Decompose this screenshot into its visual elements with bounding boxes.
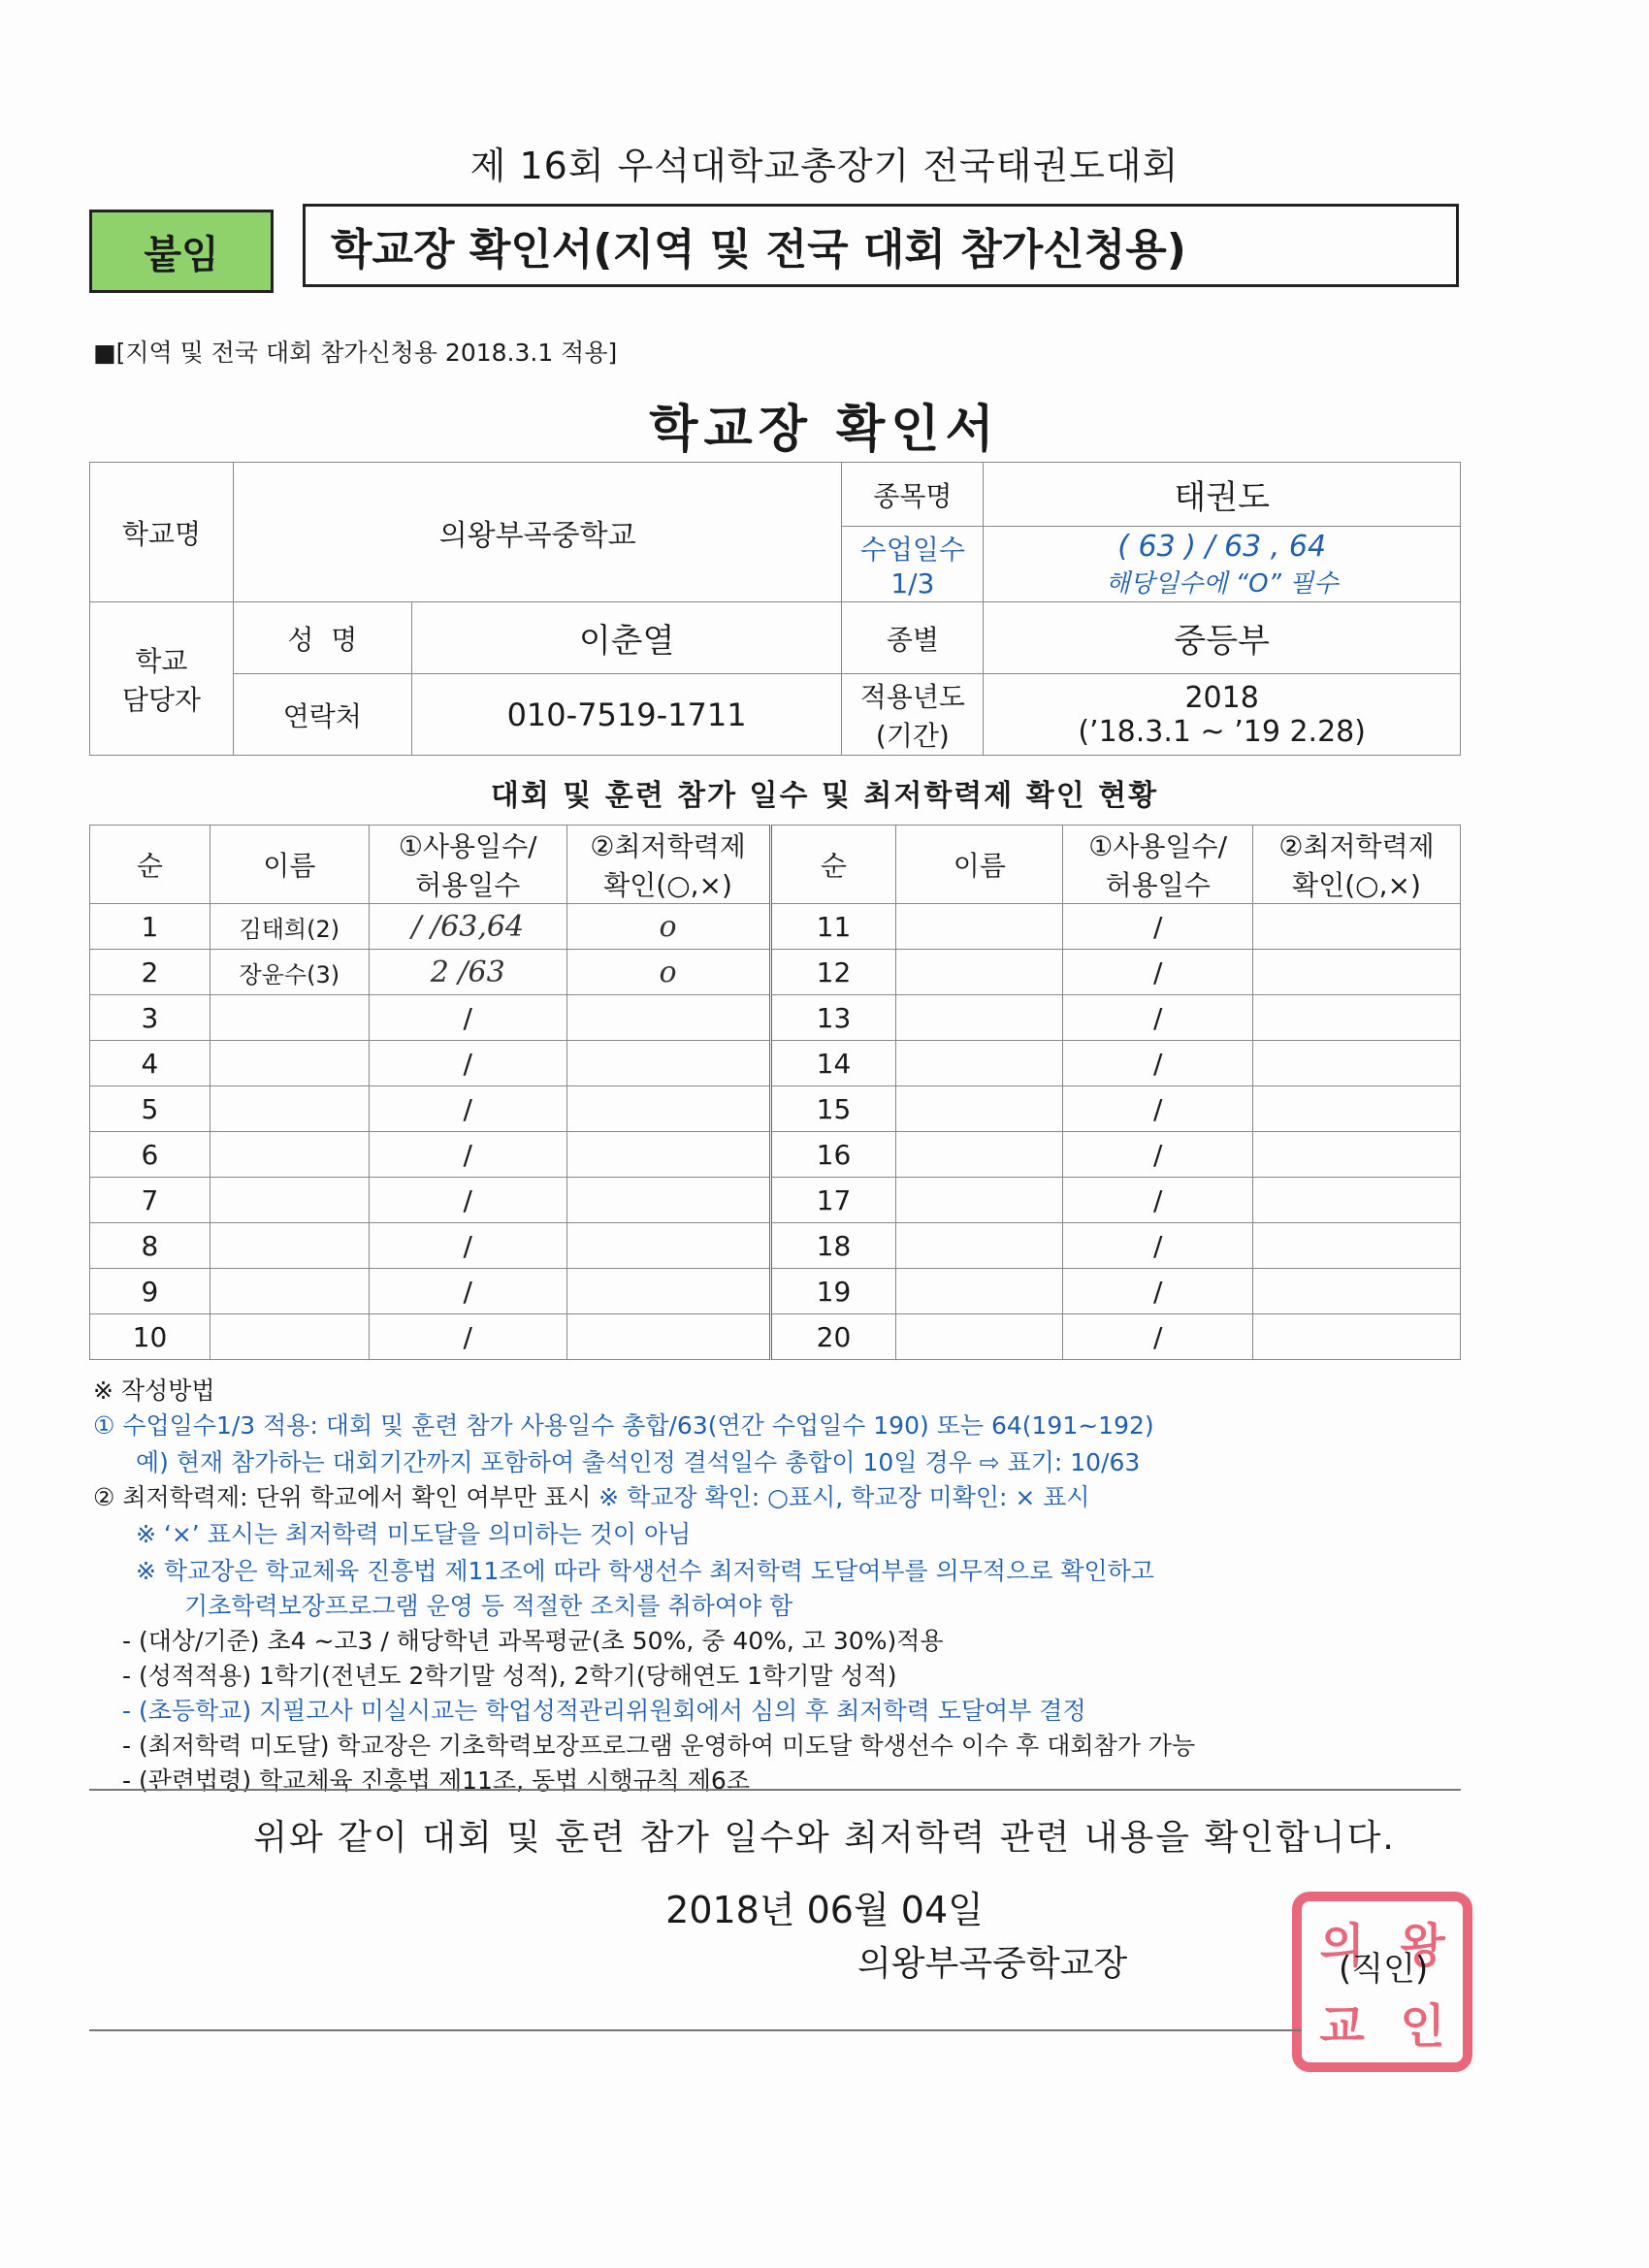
header-seq: 순 xyxy=(90,826,210,904)
header-min-line2: 확인(○,×) xyxy=(603,869,732,901)
row-seq-2: 17 xyxy=(770,1178,896,1223)
class-days-value-line1: ( 63 ) / 63 , 64 xyxy=(1117,529,1327,564)
manager-label xyxy=(90,602,234,756)
row-seq-2: 16 xyxy=(770,1132,896,1178)
event-value: 태권도 xyxy=(984,463,1461,527)
header-seq-2: 순 xyxy=(770,826,896,904)
row-name xyxy=(210,995,369,1041)
table-row xyxy=(90,1132,1461,1178)
class-days-label xyxy=(842,527,984,602)
row-min xyxy=(566,1086,770,1132)
method-line-6: 기초학력보장프로그램 운영 등 적절한 조치를 취하여야 함 xyxy=(184,1592,793,1620)
header-name: 이름 xyxy=(210,826,369,904)
row-seq: 5 xyxy=(90,1086,210,1132)
category-value: 중등부 xyxy=(984,602,1461,674)
table-row xyxy=(90,995,1461,1041)
row-seq: 4 xyxy=(90,1041,210,1086)
year-value xyxy=(984,674,1461,756)
header-name-2: 이름 xyxy=(896,826,1063,904)
official-seal-stamp: 의 왕 교 인 xyxy=(1292,1892,1472,2072)
row-name xyxy=(210,1223,369,1269)
year-label xyxy=(842,674,984,756)
seal-label: (직인) xyxy=(1339,1950,1429,1989)
school-name: 의왕부곡중학교 xyxy=(233,463,842,602)
row-days-2: / xyxy=(1063,1041,1253,1086)
row-min: o xyxy=(566,950,770,995)
competition-title: 제 16회 우석대학교총장기 전국태권도대회 xyxy=(469,145,1180,187)
row-days: / xyxy=(369,1086,566,1132)
method-line-3a: ② 최저학력제: 단위 학교에서 확인 여부만 표시 xyxy=(93,1483,592,1511)
row-min-2 xyxy=(1253,1178,1461,1223)
row-seq: 1 xyxy=(90,904,210,950)
row-days: / xyxy=(369,995,566,1041)
table-row xyxy=(90,1178,1461,1223)
year-label-line1: 적용년도 xyxy=(859,680,965,713)
row-min-2 xyxy=(1253,1223,1461,1269)
row-name xyxy=(210,1178,369,1223)
method-line-5: ※ 학교장은 학교체육 진흥법 제11조에 따라 학생선수 최저학력 도달여부를 의무적으로 확인하고 xyxy=(136,1557,1154,1585)
row-name xyxy=(210,1132,369,1178)
row-name xyxy=(210,1314,369,1360)
row-name-2 xyxy=(896,1314,1063,1360)
year-label-line2: (기간) xyxy=(875,719,950,752)
year-value-line1: 2018 xyxy=(1184,680,1259,715)
row-min-2 xyxy=(1253,1269,1461,1314)
row-seq: 6 xyxy=(90,1132,210,1178)
row-seq-2: 20 xyxy=(770,1314,896,1360)
row-seq: 9 xyxy=(90,1269,210,1314)
row-days-2: / xyxy=(1063,950,1253,995)
row-min xyxy=(566,1132,770,1178)
header-days-2-line1: ①사용일수/ xyxy=(1088,830,1228,862)
divider-bottom xyxy=(89,2029,1302,2031)
row-min-2 xyxy=(1253,1086,1461,1132)
name-label: 성 명 xyxy=(233,602,411,674)
category-label: 종별 xyxy=(842,602,984,674)
row-seq-2: 12 xyxy=(770,950,896,995)
name-value: 이춘열 xyxy=(411,602,842,674)
row-min: o xyxy=(566,904,770,950)
row-name xyxy=(210,1269,369,1314)
table-row xyxy=(90,1086,1461,1132)
row-days-2: / xyxy=(1063,1132,1253,1178)
row-name-2 xyxy=(896,1178,1063,1223)
issue-date: 2018년 06월 04일 xyxy=(665,1889,984,1931)
method-line-3 xyxy=(93,1478,1090,1513)
row-min-2 xyxy=(1253,1132,1461,1178)
row-seq-2: 18 xyxy=(770,1223,896,1269)
row-min-2 xyxy=(1253,1314,1461,1360)
row-seq-2: 15 xyxy=(770,1086,896,1132)
header-min-2 xyxy=(1253,826,1461,904)
row-seq: 3 xyxy=(90,995,210,1041)
row-seq-2: 11 xyxy=(770,904,896,950)
row-seq-2: 14 xyxy=(770,1041,896,1086)
contact-label: 연락처 xyxy=(233,674,411,756)
row-seq-2: 19 xyxy=(770,1269,896,1314)
row-days-2: / xyxy=(1063,995,1253,1041)
row-days: / xyxy=(369,1223,566,1269)
row-name-2 xyxy=(896,995,1063,1041)
header-days xyxy=(369,826,566,904)
method-line-4: ※ ‘×’ 표시는 최저학력 미도달을 의미하는 것이 아님 xyxy=(136,1520,692,1548)
year-value-line2: (’18.3.1 ~ ’19 2.28) xyxy=(1078,714,1366,749)
contact-value: 010-7519-1711 xyxy=(411,674,842,756)
event-label: 종목명 xyxy=(842,463,984,527)
principal-title: 의왕부곡중학교장 xyxy=(857,1944,1128,1984)
document-title: 학교장 확인서(지역 및 전국 대회 참가신청용) xyxy=(303,204,1459,287)
row-min-2 xyxy=(1253,950,1461,995)
table-header-row xyxy=(90,826,1461,904)
row-seq-2: 13 xyxy=(770,995,896,1041)
class-days-value xyxy=(984,527,1461,602)
row-days-2: / xyxy=(1063,1269,1253,1314)
divider-top xyxy=(89,1789,1461,1791)
method-line-11: - (관련법령) 학교체육 진흥법 제11조, 동법 시행규칙 제6조 xyxy=(122,1766,750,1795)
method-line-8: - (성적적용) 1학기(전년도 2학기말 성적), 2학기(당해연도 1학기말 성적) xyxy=(122,1662,897,1690)
row-name: 장윤수(3) xyxy=(210,950,369,995)
row-days: / /63,64 xyxy=(369,904,566,950)
class-days-label-line2: 1/3 xyxy=(890,567,935,599)
header-days-line1: ①사용일수/ xyxy=(398,830,537,862)
header-days-2-line2: 허용일수 xyxy=(1105,869,1211,901)
main-title: 학교장 확인서 xyxy=(649,401,1000,459)
row-days: / xyxy=(369,1132,566,1178)
attachment-badge: 붙임 xyxy=(89,210,274,293)
school-info-table xyxy=(89,462,1461,756)
row-days-2: / xyxy=(1063,1223,1253,1269)
row-name xyxy=(210,1041,369,1086)
row-days: / xyxy=(369,1269,566,1314)
row-days-2: / xyxy=(1063,1178,1253,1223)
header-min-line1: ②최저학력제 xyxy=(590,830,746,862)
row-min xyxy=(566,1223,770,1269)
participation-table xyxy=(89,825,1461,1360)
row-name-2 xyxy=(896,1041,1063,1086)
row-seq: 8 xyxy=(90,1223,210,1269)
row-seq: 7 xyxy=(90,1178,210,1223)
row-name-2 xyxy=(896,904,1063,950)
confirmation-statement: 위와 같이 대회 및 훈련 참가 일수와 최저학력 관련 내용을 확인합니다. xyxy=(253,1818,1396,1858)
header-min-2-line2: 확인(○,×) xyxy=(1292,869,1421,901)
class-days-value-line2: 해당일수에 “O” 필수 xyxy=(1105,568,1339,599)
manager-label-line1: 학교 xyxy=(135,644,188,677)
row-name xyxy=(210,1086,369,1132)
row-days: / xyxy=(369,1178,566,1223)
row-name-2 xyxy=(896,1132,1063,1178)
header-days-2 xyxy=(1063,826,1253,904)
row-min-2 xyxy=(1253,1041,1461,1086)
class-days-label-line1: 수업일수 xyxy=(859,534,965,566)
header-min xyxy=(566,826,770,904)
row-seq: 2 xyxy=(90,950,210,995)
table-row xyxy=(90,1223,1461,1269)
row-seq: 10 xyxy=(90,1314,210,1360)
section-title: 대회 및 훈련 참가 일수 및 최저학력제 확인 현황 xyxy=(490,779,1159,813)
method-line-3b: ※ 학교장 확인: ○표시, 학교장 미확인: × 표시 xyxy=(598,1483,1090,1511)
row-min-2 xyxy=(1253,904,1461,950)
row-min xyxy=(566,1178,770,1223)
row-name-2 xyxy=(896,950,1063,995)
method-line-10: - (최저학력 미도달) 학교장은 기초학력보장프로그램 운영하여 미도달 학생선수 이수 후 대회참가 가능 xyxy=(122,1732,1196,1760)
method-line-2: 예) 현재 참가하는 대회기간까지 포함하여 출석인정 결석일수 총합이 10일 경우 ⇨ 표기: 10/63 xyxy=(136,1448,1141,1476)
row-min xyxy=(566,1269,770,1314)
method-line-1: ① 수업일수1/3 적용: 대회 및 훈련 참가 사용일수 총합/63(연간 수업일수 190) 또는 64(191~192) xyxy=(93,1411,1154,1440)
row-min xyxy=(566,1314,770,1360)
table-row xyxy=(90,1269,1461,1314)
row-name: 김태희(2) xyxy=(210,904,369,950)
row-days-2: / xyxy=(1063,1314,1253,1360)
header-days-line2: 허용일수 xyxy=(415,869,521,901)
table-row xyxy=(90,1314,1461,1360)
table-row xyxy=(90,1041,1461,1086)
row-days: 2 /63 xyxy=(369,950,566,995)
row-min xyxy=(566,995,770,1041)
row-days-2: / xyxy=(1063,1086,1253,1132)
row-min-2 xyxy=(1253,995,1461,1041)
row-name-2 xyxy=(896,1269,1063,1314)
table-row xyxy=(90,950,1461,995)
method-title: ※ 작성방법 xyxy=(93,1377,215,1405)
row-days: / xyxy=(369,1314,566,1360)
row-days: / xyxy=(369,1041,566,1086)
row-name-2 xyxy=(896,1223,1063,1269)
row-name-2 xyxy=(896,1086,1063,1132)
row-days-2: / xyxy=(1063,904,1253,950)
row-min xyxy=(566,1041,770,1086)
table-row xyxy=(90,904,1461,950)
school-label: 학교명 xyxy=(90,463,234,602)
method-line-7: - (대상/기준) 초4 ~고3 / 해당학년 과목평균(초 50%, 중 40%, 고 30%)적용 xyxy=(122,1627,944,1655)
header-min-2-line1: ②최저학력제 xyxy=(1278,830,1435,862)
application-note: ■[지역 및 전국 대회 참가신청용 2018.3.1 적용] xyxy=(93,339,618,367)
method-line-9: - (초등학교) 지필고사 미실시교는 학업성적관리위원회에서 심의 후 최저학력 도달여부 결정 xyxy=(122,1697,1086,1725)
manager-label-line2: 담당자 xyxy=(121,683,202,716)
